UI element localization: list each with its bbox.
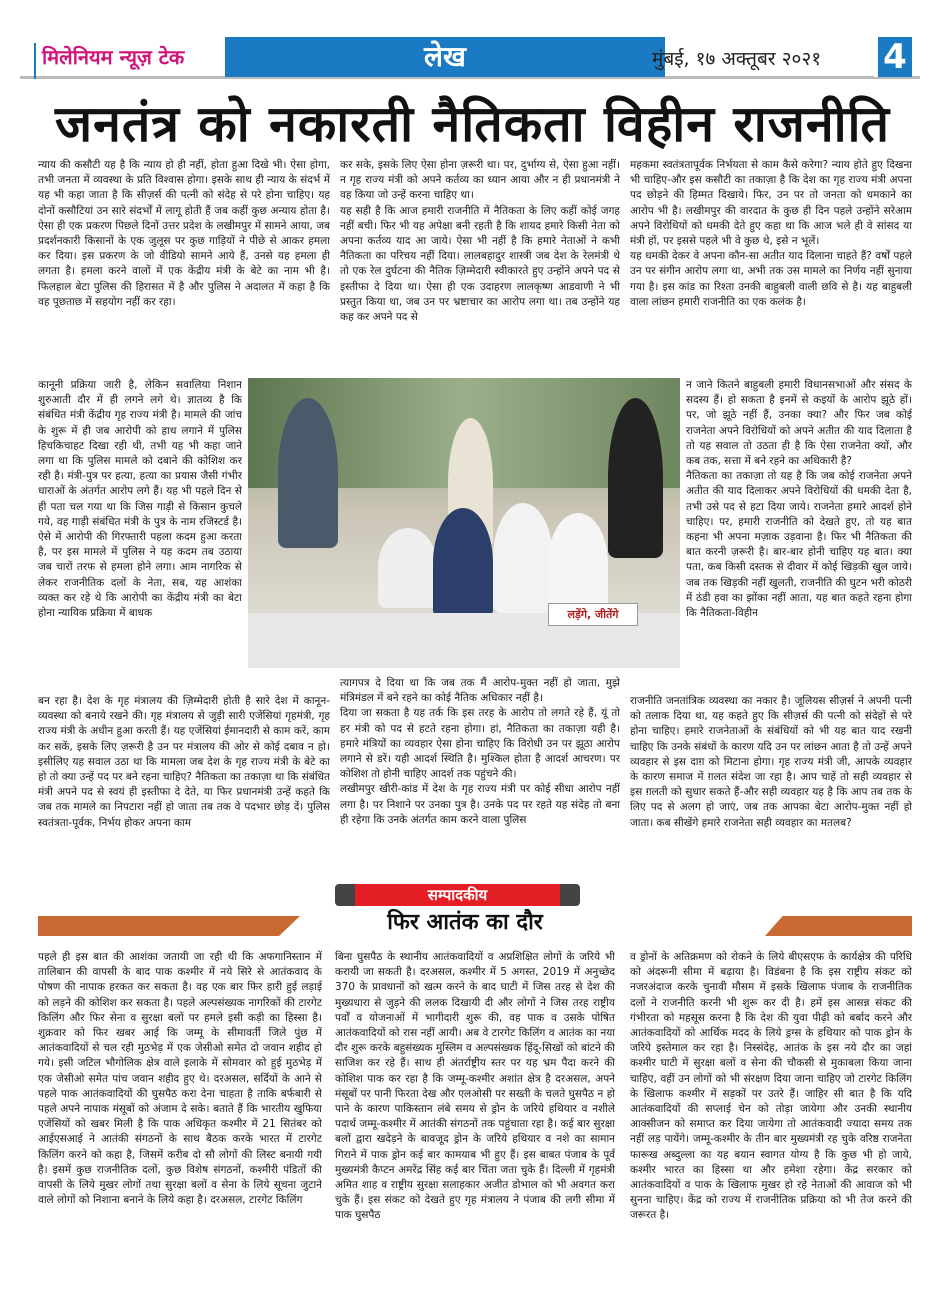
accent-bar-right bbox=[765, 916, 912, 936]
paragraph: त्यागपत्र दे दिया था कि जब तक मैं आरोप-मुक्त नहीं हो जाता, मुझे मंत्रिमंडल में बने रहने का कोई नैतिक अधिकार नहीं है। bbox=[340, 677, 620, 705]
editorial-col1 bbox=[38, 950, 322, 1265]
paragraph: राजनीति जनतांत्रिक व्यवस्था का नकार है। जूलियस सीज़र्स ने अपनी पत्नी को तलाक दिया था, यह कहते हुए कि सीज़र्स की पत्नी को संदेहों से परे होना चाहिए। हमारे राजनेताओं के संबंधियों को भी यह बात याद रखनी चाहिए कि उनके संबंधों के कारण यदि उन पर लांछन आता है तो उन्हें अपने व्यवहार से इस दाग़ को मिटाना होगा। गृह राज्य मंत्री जी, आपके व्यवहार के कारण समाज में ग़लत संदेश जा रहा है। आप चाहें तो सही व्यवहार से इस ग़लती को सुधार सकते हैं-और सही व्यवहार यह है कि आप तब तक के लिए पद से अलग हो जाएं, जब तक आपका बेटा आरोप-मुक्त नहीं हो जाता। कब सीखेंगे हमारे राजनेता सही व्यवहार का मतलब? bbox=[630, 695, 912, 829]
editorial-col2 bbox=[335, 950, 615, 1265]
paragraph: पहले ही इस बात की आशंका जतायी जा रही थी कि अफगानिस्तान में तालिबान की वापसी के बाद पाक कश्मीर में नये सिरे से आतंकवाद के पोषण की नापाक हरकत कर सकता है। वह एक बार फिर हारी हुई लड़ाई को लड़ने की कोशिश कर सकता है। पहले अल्पसंख्यक नागरिकों की टारगेट किलिंग और फिर सेना व सुरक्षा बलों पर हमले इसी कड़ी का हिस्सा है। शुक्रवार को फिर खबर आई कि जम्मू के सीमावर्ती जिले पुंछ में आतंकवादियों से चल रही मुठभेड़ में एक जेसीओ समेत दो जवान शहीद हो गये। इसी जटिल भौगोलिक क्षेत्र वाले इलाके में सोमवार को हुई मुठभेड़ में एक जेसीओ समेत पांच जवान शहीद हुए थे। दरअसल, सर्दियों के आने से पहले पाक आतंकवादियों की घुसपैठ करा देना चाहता है ताकि बर्फबारी से पहले अपने नापाक मंसूबों को अंजाम दे सके। बताते हैं कि भारतीय खुफिया एजेंसियों को खबर मिली है कि पाक अधिकृत कश्मीर में 21 सितंबर को आईएसआई ने आतंकी संगठनों के साथ बैठक करके भारत में टारगेट किलिंग करने को कहा है, जिसमें करीब दो सौ लोगों की लिस्ट बनायी गयी है। इसमें कुछ राजनीतिक दलों, कुछ विशेष संगठनों, कश्मीरी पंडितों की वापसी के लिये मुखर लोगों तथा सुरक्षा बलों व सेना के लिये सूचना जुटाने वाले लोगों को निशाना बनाने के लिये कहा है। दरअसल, टारगेट किलिंग bbox=[38, 951, 322, 1207]
paragraph: व ड्रोनों के अतिक्रमण को रोकने के लिये बीएसएफ के कार्यक्षेत्र की परिधि को अंदरूनी सीमा में बढ़ाया है। विडंबना है कि इस राष्ट्रीय संकट को नजरअंदाज करके चुनावी मौसम में इसके खिलाफ पंजाब के राजनीतिक दलों ने राजनीति करनी भी शुरू कर दी है। हमें इस आसन्न संकट की गंभीरता को महसूस करना है कि देश की युवा पीढ़ी को बर्बाद करने और आतंकवादियों को आर्थिक मदद के लिये ड्रग्स के हथियार को पाक ड्रोन के जरिये इस्तेमाल कर रहा है। निस्संदेह, आतंक के इस नये दौर का जहां कश्मीर घाटी में सुरक्षा बलों व सेना की चौकसी से मुकाबला किया जाना चाहिए, वहीं उन लोगों को भी संरक्षण दिया जाना चाहिए जो टारगेट किलिंग के खिलाफ कश्मीर में सड़कों पर उतरे हैं। जाहिर सी बात है कि यदि आतंकवादियों की सप्लाई चेन को तोड़ा जायेगा और उनकी स्थानीय आक्सीजन को समाप्त कर दिया जायेगा तो आतंकवादी ज्यादा समय तक नहीं लड़ पायेंगे। जम्मू-कश्मीर के तीन बार मुख्यमंत्री रह चुके वरिष्ठ राजनेता फारूख अब्दुल्ला का यह बयान स्वागत योग्य है कि कुछ भी हो जाये, कश्मीर भारत का हिस्सा था और हमेशा रहेगा। केंद्र सरकार को आतंकवादियों व पाक के खिलाफ मुखर हो रहे नेताओं की आवाज को भी सुनना चाहिए। केंद्र को राज्य में राजनीतिक प्रक्रिया को भी तेज करने की जरूरत है। bbox=[630, 951, 912, 1222]
paragraph: यह धमकी देकर वे अपना कौन-सा अतीत याद दिलाना चाहते हैं? वर्षों पहले उन पर संगीन आरोप लगा था, अभी तक उस मामले का निर्णय नहीं सुनाया गया है। इस कांड का रिश्ता उनकी बाहुबली वाली छवि से है। यह बाहुबली वाला लांछन हमारी राजनीति का एक कलंक है। bbox=[630, 250, 912, 308]
section-label: लेख bbox=[225, 37, 665, 77]
paragraph: बिना घुसपैठ के स्थानीय आतंकवादियों व अप्रशिक्षित लोगों के जरिये भी करायी जा सकती है। दरअसल, कश्मीर में 5 अगस्त, 2019 में अनुच्छेद 370 के प्रावधानों को खत्म करने के बाद घाटी में जिस तरह से देश की मुख्यधारा से जुड़ने की ललक दिखायी दी और लोगों ने जिस तरह राष्ट्रीय पर्वों व योजनाओं में भागीदारी शुरू की, वह पाक व उसके पोषित आतंकवादियों को रास नहीं आयी। अब वे टारगेट किलिंग व आतंक का नया दौर शुरू करके बहुसंख्यक मुस्लिम व अल्पसंख्यक हिंदू-सिखों को बांटने की साजिश कर रहे हैं। साथ ही अंतर्राष्ट्रीय स्तर पर यह भ्रम पैदा करने की कोशिश पाक कर रहा है कि जम्मू-कश्मीर अशांत क्षेत्र है दरअसल, अपने मंसूबों पर पानी फिरता देख और एलओसी पर सख्ती के चलते घुसपैठ न हो पाने के कारण पाकिस्तान लंबे समय से ड्रोन के जरिये हथियार व नशीले पदार्थ जम्मू-कश्मीर में आतंकी संगठनों तक पहुंचाता रहा है। कई बार सुरक्षा बलों द्वारा खदेड़ने के बावजूद ड्रोन के जरिये हथियार व नशे का सामान गिराने में पाक ड्रोन कई बार कामयाब भी हुए हैं। इस बाबत पंजाब के पूर्व मुख्यमंत्री कैप्टन अमरेंद्र सिंह कई बार चिंता जता चुके हैं। दिल्ली में गृहमंत्री अमित शाह व राष्ट्रीय सुरक्षा सलाहकार अजीत डोभाल को भी अवगत करा चुके हैं। इस संकट को देखते हुए गृह मंत्रालय ने पंजाब की लगी सीमा में पाक घुसपैठ bbox=[335, 951, 615, 1222]
article-col2-bottom bbox=[340, 676, 620, 882]
editorial-title: फिर आतंक का दौर bbox=[387, 910, 543, 935]
paragraph: कर सके, इसके लिए ऐसा होना ज़रूरी था। पर, दुर्भाग्य से, ऐसा हुआ नहीं। न गृह राज्य मंत्री को अपने कर्तव्य का ध्यान आया और न ही प्रधानमंत्री ने वह किया जो उन्हें करना चाहिए था। bbox=[340, 159, 620, 202]
article-col3-mid bbox=[686, 378, 912, 690]
page-number: 4 bbox=[874, 37, 912, 77]
article-col3-top bbox=[630, 158, 912, 372]
paragraph: यह सही है कि आज हमारी राजनीति में नैतिकता के लिए कहीं कोई जगह नहीं बची। फिर भी यह अपेक्षा बनी रहती है कि शायद हमारे किसी नेता को अपना कर्तव्य याद आ जाये। ऐसा भी नहीं है कि हमारे नेताओं ने कभी नैतिकता का परिचय नहीं दिया। लालबहादुर शास्त्री जब देश के रेलमंत्री थे तो एक रेल दुर्घटना की नैतिक ज़िम्मेदारी स्वीकारते हुए उन्होंने अपने पद से इस्तीफा दे दिया था। ऐसा ही एक उदाहरण लालकृष्ण आडवाणी ने भी प्रस्तुत किया था, जब उन पर भ्रष्टाचार का आरोप लगा था। तब उन्होंने यह कह कर अपने पद से bbox=[340, 204, 620, 324]
article-headline: जनतंत्र को नकारती नैतिकता विहीन राजनीति bbox=[54, 95, 891, 153]
issue-date: मुंबई, १७ अक्तूबर २०२१ bbox=[652, 48, 822, 70]
paragraph: महकमा स्वतंत्रतापूर्वक निर्भयता से काम कैसे करेगा? न्याय होते हुए दिखना भी चाहिए-और इस कसौटी का तकाज़ा है कि देश का गृह राज्य मंत्री अपना पद छोड़ने की हिम्मत दिखाये। फिर, उन पर तो जनता को धमकाने का आरोप भी है। लखीमपुर की वारदात के कुछ ही दिन पहले उन्होंने सरेआम अपने विरोधियों को धमकी देते हुए कहा था कि आज भले ही वे सांसद या मंत्री हों, पर इससे पहले भी वे कुछ थे, इसे न भूलें। bbox=[630, 159, 912, 248]
article-col3-bottom bbox=[630, 694, 912, 882]
brand-name: मिलेनियम न्यूज़ टेक bbox=[34, 43, 184, 79]
editorial-tag: सम्पादकीय bbox=[335, 884, 580, 906]
article-col1-bottom bbox=[38, 694, 330, 882]
paragraph: दिया जा सकता है यह तर्क कि इस तरह के आरोप तो लगते रहे हैं, यूं तो हर मंत्री को पद से हटते रहना होगा। हां, नैतिकता का तकाज़ा यही है। हमारे मंत्रियों का व्यवहार ऐसा होना चाहिए कि विरोधी उन पर झूठा आरोप लगाने से डरें। यही आदर्श स्थिति है। मुश्किल होता है आदर्श आचरण। पर कोशिश तो होनी चाहिए आदर्श तक पहुंचने की। bbox=[340, 707, 620, 781]
paragraph: कानूनी प्रक्रिया जारी है, लेकिन सवालिया निशान शुरुआती दौर में ही लगने लगे थे। ज्ञातव्य है कि संबंधित मंत्री केंद्रीय गृह राज्य मंत्री है। मामले की जांच के शुरू में ही जब आरोपी को हाथ लगाने में पुलिस हिचकिचाहट दिखा रही थी, तभी यह भी कहा जाने लगा था कि पुलिस मामले को दबाने की कोशिश कर रही है। मंत्री-पुत्र पर हत्या, हत्या का प्रयास जैसी गंभीर धाराओं के अंतर्गत आरोप लगे हैं। यह भी पहले दिन से ही पता चल गया था कि जिस गाड़ी से किसान कुचले गये, वह गाड़ी संबंधित मंत्री के पुत्र के नाम रजिस्टर्ड है। ऐसे में आरोपी की गिरफ्तारी पहला कदम हुआ करता है, पर इस मामले में पुलिस ने यह कदम तब उठाया जब चारों तरफ से हमला होने लगा। आम नागरिक से लेकर राजनीतिक दलों के नेता, सब, यह आशंका व्यक्त कर रहे थे कि आरोपी का केंद्रीय मंत्री का बेटा होना न्यायिक प्रक्रिया में बाधक bbox=[38, 379, 242, 620]
paragraph: बन रहा है। देश के गृह मंत्रालय की ज़िम्मेदारी होती है सारे देश में कानून-व्यवस्था को बनाये रखने की। गृह मंत्रालय से जुड़ी सारी एजेंसियां गृहमंत्री, गृह राज्य मंत्री के अधीन हुआ करती हैं। यह एजेंसियां ईमानदारी से काम करें, काम कर सकें, इसके लिए ज़रूरी है उन पर मंत्रालय की ओर से कोई दबाव न हो। इसीलिए यह सवाल उठा था कि मामला जब देश के गृह राज्य मंत्री के बेटे का हो तो क्या उन्हें पद पर बने रहना चाहिए? नैतिकता का तकाज़ा था कि संबंधित मंत्री अपने पद से स्वयं ही इस्तीफा दे देते, या फिर प्रधानमंत्री उन्हें कहते कि जब तक मामले का निपटारा नहीं हो जाता तब तक वे पदभार छोड़ दें। पुलिस स्वतंत्रता-पूर्वक, निर्भय होकर अपना काम bbox=[38, 695, 330, 829]
article-col2-top bbox=[340, 158, 620, 372]
paragraph: नैतिकता का तकाज़ा तो यह है कि जब कोई राजनेता अपने अतीत की याद दिलाकर अपने विरोधियों की धमकी देता है, तभी उसे पद से हटा दिया जाये। राजनेता हमारे आदर्श होने चाहिए। पर, हमारी राजनीति को देखते हुए, तो यह बात कहना भी अपना मज़ाक उड़वाना है। फिर भी नैतिकता की बात करनी ज़रूरी है। बार-बार होनी चाहिए यह बात। क्या पता, कब किसी दस्तक से दीवार में कोई खिड़की खुल जाये। जब तक खिड़की नहीं खुलती, राजनीति की घुटन भरी कोठरी में ठंडी हवा का झोंका नहीं आता, यह बात कहते रहना होगा कि नैतिकता-विहीन bbox=[686, 470, 912, 620]
masthead bbox=[20, 37, 920, 79]
editorial-col3 bbox=[630, 950, 912, 1265]
paragraph: लखीमपुर खीरी-कांड में देश के गृह राज्य मंत्री पर कोई सीधा आरोप नहीं लगा है। पर निशाने पर उनका पुत्र है। उनके पद पर रहते यह संदेह तो बना ही रहेगा कि उनके अंतर्गत काम करने वाला पुलिस bbox=[340, 783, 620, 826]
accent-bar-left bbox=[38, 916, 300, 936]
protest-photo bbox=[248, 378, 680, 668]
paragraph: न्याय की कसौटी यह है कि न्याय हो ही नहीं, होता हुआ दिखे भी। ऐसा होगा, तभी जनता में व्यवस्था के प्रति विश्वास होगा। इसके साथ ही न्याय के संदर्भ में यह भी कहा जाता है कि सीज़र्स की पत्नी को संदेह से परे होना चाहिए। यह दोनों कसौटियां उन सारे संदर्भों में लागू होती हैं जब कहीं कुछ अन्याय होता है। ऐसा ही एक प्रकरण पिछले दिनों उत्तर प्रदेश के लखीमपुर में सामने आया, जब प्रदर्शनकारी किसानों के एक जुलूस पर कुछ गाड़ियों ने पीछे से आकर हमला कर दिया। इस प्रकरण के जो वीडियो सामने आये हैं, उनसे यह हमला ही लगता है। हमला करने वालों में एक केंद्रीय मंत्री के बेटे का नाम भी है। फिलहाल बेटा पुलिस की हिरासत में है और पुलिस ने अदालत में कहा है कि वह पूछताछ में सहयोग नहीं कर रहा। bbox=[38, 159, 330, 308]
paragraph: न जाने कितने बाहुबली हमारी विधानसभाओं और संसद के सदस्य हैं। हो सकता है इनमें से कइयों के आरोप झूठे हों। पर, जो झूठे नहीं हैं, उनका क्या? और फिर जब कोई राजनेता अपने विरोधियों को अपने अतीत की याद दिलाता है तो यह सवाल तो उठता ही है कि ऐसा राजनेता क्यों, और कब तक, सत्ता में बने रहने का अधिकारी है? bbox=[686, 379, 912, 468]
article-col1-mid bbox=[38, 378, 242, 690]
article-col1-top bbox=[38, 158, 330, 372]
placard: लड़ेंगे, जीतेंगे bbox=[548, 603, 638, 626]
